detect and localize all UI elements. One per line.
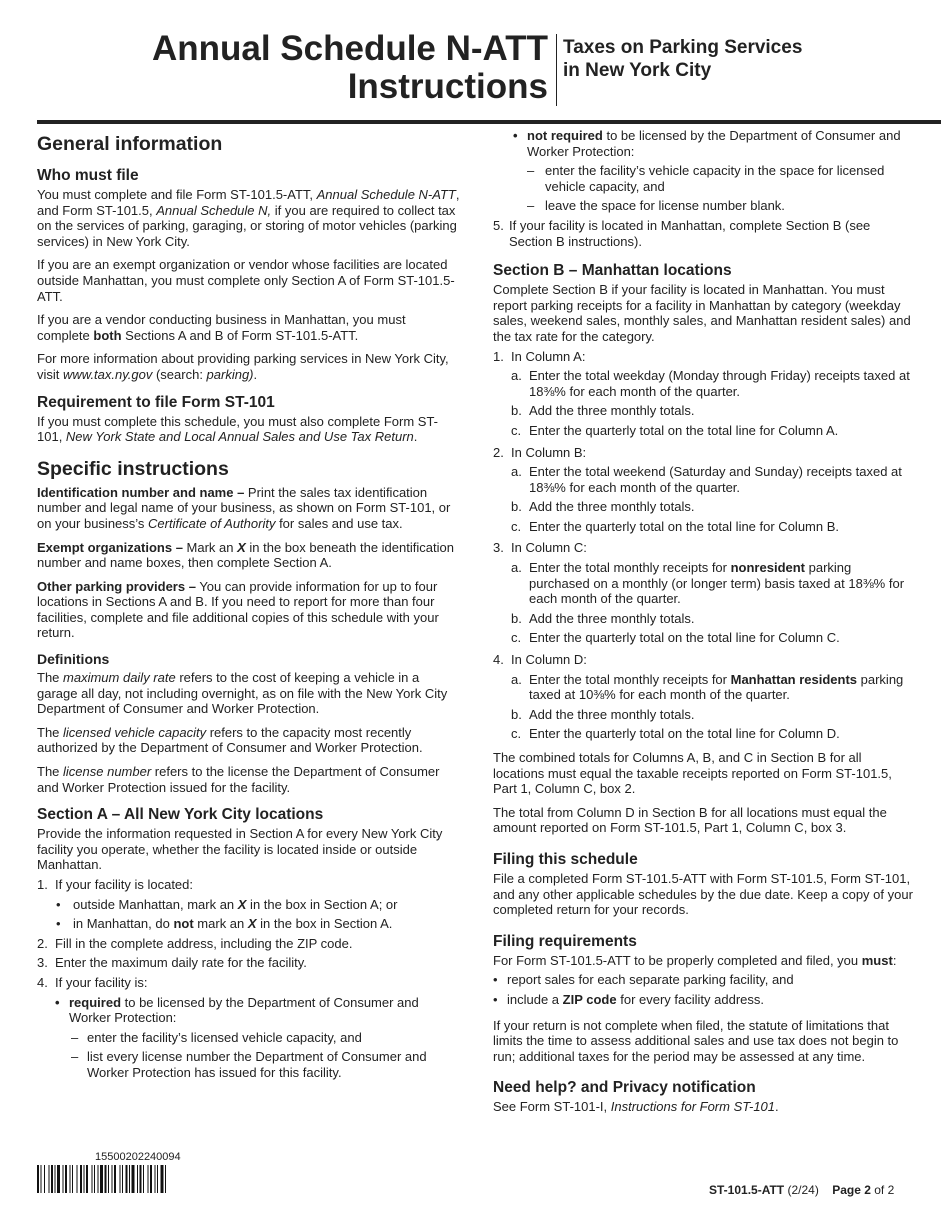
- column-d-step-a: a. Enter the total monthly receipts for Manhattan residents parking taxed at 10⅜% for each month of the quarter.: [511, 671, 904, 703]
- incomplete-return-paragraph: If your return is not complete when filed, the statute of limitations that limits the time to assess additional sales and use tax does not begin to run; additional taxes for the period may be assessed at any time.: [493, 1017, 899, 1064]
- barcode-bar: [150, 1165, 152, 1193]
- column-b-item: 2. In Column B:: [493, 444, 587, 460]
- column-d-step-c: c. Enter the quarterly total on the total line for Column D.: [511, 726, 840, 742]
- page-footer: [709, 1183, 894, 1197]
- barcode-bar: [92, 1165, 93, 1193]
- barcode-bar: [126, 1165, 128, 1193]
- barcode-bar: [41, 1165, 42, 1193]
- not-required-dash-1: – enter the facility’s vehicle capacity in the space for licensed vehicle capacity, and: [527, 163, 885, 194]
- page-of: of 2: [874, 1183, 895, 1197]
- barcode-bar: [98, 1165, 99, 1193]
- who-paragraph-2: If you are an exempt organization or vendor whose facilities are located outside Manhattan, you must complete only Section A of Form ST-101.5-ATT.: [37, 257, 455, 304]
- section-b-heading: Section B – Manhattan locations: [493, 262, 732, 280]
- filing-schedule-paragraph: File a completed Form ST-101.5-ATT with Form ST-101.5, Form ST-101, and any other applicable schedules by the due date. Keep a copy of your completed return for your records.: [493, 870, 913, 918]
- barcode-bar: [108, 1165, 109, 1193]
- page-subtitle: [563, 36, 802, 82]
- section-a-paragraph: Provide the information requested in Section A for every New York City facility you operate, whether the facility is located inside or outside Manhattan.: [37, 826, 443, 873]
- column-d-total-paragraph: The total from Column D in Section B for all locations must equal the amount reported on Form ST-101.5, Part 1, Column C, box 3.: [493, 804, 887, 836]
- column-a-step-c: c. Enter the quarterly total on the total line for Column A.: [511, 422, 839, 438]
- title-line-1: Annual Schedule N-ATT: [151, 29, 548, 68]
- combined-totals-paragraph: The combined totals for Columns A, B, and C in Section B for all locations must equal the taxable receipts reported on Form ST-101.5, Part 1, Column C, box 2.: [493, 750, 892, 797]
- section-a-item-1-outside: • outside Manhattan, mark an X in the box in Section A; or: [56, 896, 398, 912]
- not-required-item: • not required to be licensed by the Department of Consumer and Worker Protection:: [513, 128, 901, 159]
- not-required-dash-2: – leave the space for license number blank.: [527, 198, 785, 214]
- column-a-step-b: b. Add the three monthly totals.: [511, 403, 695, 419]
- barcode-bar: [157, 1165, 158, 1193]
- website-link: www.tax.ny.gov: [63, 366, 153, 382]
- barcode-bar: [77, 1165, 78, 1193]
- section-a-item-4-required: • required to be licensed by the Department of Consumer and Worker Protection:: [55, 994, 419, 1026]
- section-a-item-3: 3. Enter the maximum daily rate for the facility.: [37, 955, 307, 971]
- barcode-bar: [44, 1165, 45, 1193]
- column-d-item: 4. In Column D:: [493, 652, 587, 668]
- barcode-bar: [51, 1165, 53, 1193]
- requirement-heading: Requirement to file Form ST-101: [37, 393, 275, 411]
- barcode-bar: [65, 1165, 67, 1193]
- barcode-bar: [57, 1165, 60, 1193]
- section-b-paragraph: Complete Section B if your facility is located in Manhattan. You must report parking receipts for a facility in Manhattan by category (weekday sales, weekend sales, monthly sales, and Manhattan resident sales) and the tax rate for the category.: [493, 282, 911, 344]
- section-a-item-2: 2. Fill in the complete address, including the ZIP code.: [37, 935, 353, 951]
- barcode-bar: [86, 1165, 88, 1193]
- title-line-2: Instructions: [347, 67, 548, 106]
- form-number: ST-101.5-ATT: [709, 1183, 785, 1197]
- column-c-step-b: b. Add the three monthly totals.: [511, 610, 695, 626]
- filing-requirement-bullet-1: • report sales for each separate parking facility, and: [493, 972, 794, 988]
- barcode-bar: [148, 1165, 149, 1193]
- barcode-bar: [100, 1165, 103, 1193]
- filing-requirement-bullet-2: • include a ZIP code for every facility address.: [493, 991, 764, 1007]
- who-paragraph-1: You must complete and file Form ST-101.5-ATT, Annual Schedule N-ATT, and Form ST-101.5, Annual Schedule N, if you are required to collect tax on the services of parking, garaging, or storing of motor vehicles (parking services) in New York City.: [37, 187, 460, 249]
- barcode-bar: [72, 1165, 73, 1193]
- barcode-bar: [94, 1165, 95, 1193]
- filing-requirements-heading: Filing requirements: [493, 932, 637, 950]
- barcode-bar: [37, 1165, 39, 1193]
- barcode-bar: [105, 1165, 107, 1193]
- who-paragraph-3: If you are a vendor conducting business in Manhattan, you must complete both Sections A and B of Form ST-101.5-ATT.: [37, 312, 406, 343]
- barcode-bar: [114, 1165, 116, 1193]
- right-column: [493, 128, 913, 1123]
- barcode-bar: [122, 1165, 123, 1193]
- barcode-bar: [155, 1165, 156, 1193]
- column-d-step-b: b. Add the three monthly totals.: [511, 706, 695, 722]
- exempt-paragraph: Exempt organizations – Mark an X in the box beneath the identification number and name boxes, then complete Section A.: [37, 539, 454, 571]
- barcode-bar: [63, 1165, 64, 1193]
- general-info-heading: General information: [37, 133, 223, 155]
- page-number: Page 2: [832, 1183, 871, 1197]
- barcode-bar: [129, 1165, 130, 1193]
- column-b-step-c: c. Enter the quarterly total on the total line for Column B.: [511, 518, 840, 534]
- definitions-heading: Definitions: [37, 651, 110, 668]
- form-date: (2/24): [787, 1183, 819, 1197]
- barcode-number: 15500202240094: [95, 1151, 181, 1163]
- who-paragraph-4: For more information about providing parking services in New York City, visit www.tax.ny.gov (search: parking).: [37, 351, 449, 382]
- column-c-item: 3. In Column C:: [493, 540, 587, 556]
- requirement-paragraph: If you must complete this schedule, you must also complete Form ST-101, New York State and Local Annual Sales and Use Tax Return.: [37, 413, 438, 445]
- barcode-bar: [55, 1165, 56, 1193]
- barcode: [37, 1165, 249, 1193]
- barcode-bar: [120, 1165, 121, 1193]
- column-c-step-c: c. Enter the quarterly total on the total line for Column C.: [511, 630, 840, 646]
- section-a-item-1: 1. If your facility is located:: [37, 877, 193, 892]
- barcode-bar: [165, 1165, 166, 1193]
- subtitle-line-2: in New York City: [563, 60, 712, 81]
- barcode-bar: [132, 1165, 135, 1193]
- definition-max-rate: The maximum daily rate refers to the cost of keeping a vehicle in a garage all day, not including overnight, as on file with the New York City Department of Consumer and Worker Protection.: [37, 670, 448, 717]
- definition-license: The license number refers to the license the Department of Consumer and Worker Protection issued for the facility.: [37, 764, 440, 795]
- left-column: [37, 128, 461, 1085]
- need-help-heading: Need help? and Privacy notification: [493, 1079, 756, 1097]
- barcode-bar: [49, 1165, 50, 1193]
- section-a-item-1-inside: • in Manhattan, do not mark an X in the box in Section A.: [56, 916, 393, 932]
- identification-paragraph: Identification number and name – Print the sales tax identification number and legal name of your business, as shown on Form ST-101, or on your business’s Certificate of Authority for sales and use tax.: [37, 484, 451, 531]
- section-a-item-5: 5. If your facility is located in Manhattan, complete Section B (see Section B instructions).: [493, 217, 871, 249]
- section-a-item-4-required-dash-1: – enter the facility’s licensed vehicle capacity, and: [71, 1029, 362, 1045]
- barcode-bar: [161, 1165, 164, 1193]
- specific-instructions-heading: Specific instructions: [37, 457, 229, 480]
- barcode-bar: [140, 1165, 142, 1193]
- filing-schedule-heading: Filing this schedule: [493, 850, 638, 868]
- subtitle-line-1: Taxes on Parking Services: [563, 37, 803, 58]
- barcode-bar: [137, 1165, 138, 1193]
- section-a-heading: Section A – All New York City locations: [37, 806, 324, 824]
- barcode-bar: [143, 1165, 144, 1193]
- barcode-bar: [84, 1165, 85, 1193]
- barcode-bar: [80, 1165, 82, 1193]
- column-b-step-a: a. Enter the total weekend (Saturday and Sunday) receipts taxed at 18⅜% for each month of the quarter.: [511, 464, 902, 495]
- column-b-step-b: b. Add the three monthly totals.: [511, 499, 695, 515]
- other-providers-paragraph: Other parking providers – You can provide information for up to four locations in Sections A and B. If you need to report for more than four facilities, complete and file additional copies of this schedule with your return.: [37, 578, 439, 641]
- definition-capacity: The licensed vehicle capacity refers to the capacity most recently authorized by the Department of Consumer and Worker Protection.: [37, 724, 423, 756]
- column-c-step-a: a. Enter the total monthly receipts for nonresident parking purchased on a monthly (or longer term) basis taxed at 18⅜% for each month of the quarter.: [511, 560, 905, 607]
- barcode-bar: [70, 1165, 71, 1193]
- title-divider: [556, 34, 557, 106]
- column-a-item: 1. In Column A:: [493, 348, 586, 364]
- barcode-bar: [112, 1165, 113, 1193]
- section-a-item-4: 4. If your facility is:: [37, 974, 148, 990]
- who-must-file-heading: Who must file: [37, 167, 139, 184]
- filing-requirements-paragraph: For Form ST-101.5-ATT to be properly completed and filed, you must:: [493, 952, 897, 968]
- need-help-paragraph: See Form ST-101-I, Instructions for Form ST-101.: [493, 1099, 779, 1115]
- header-rule: [37, 120, 941, 124]
- section-a-item-4-required-dash-2: – list every license number the Department of Consumer and Worker Protection has issued for this facility.: [71, 1049, 427, 1080]
- page-title: [0, 30, 548, 106]
- column-a-step-a: a. Enter the total weekday (Monday through Friday) receipts taxed at 18⅜% for each month of the quarter.: [511, 368, 910, 399]
